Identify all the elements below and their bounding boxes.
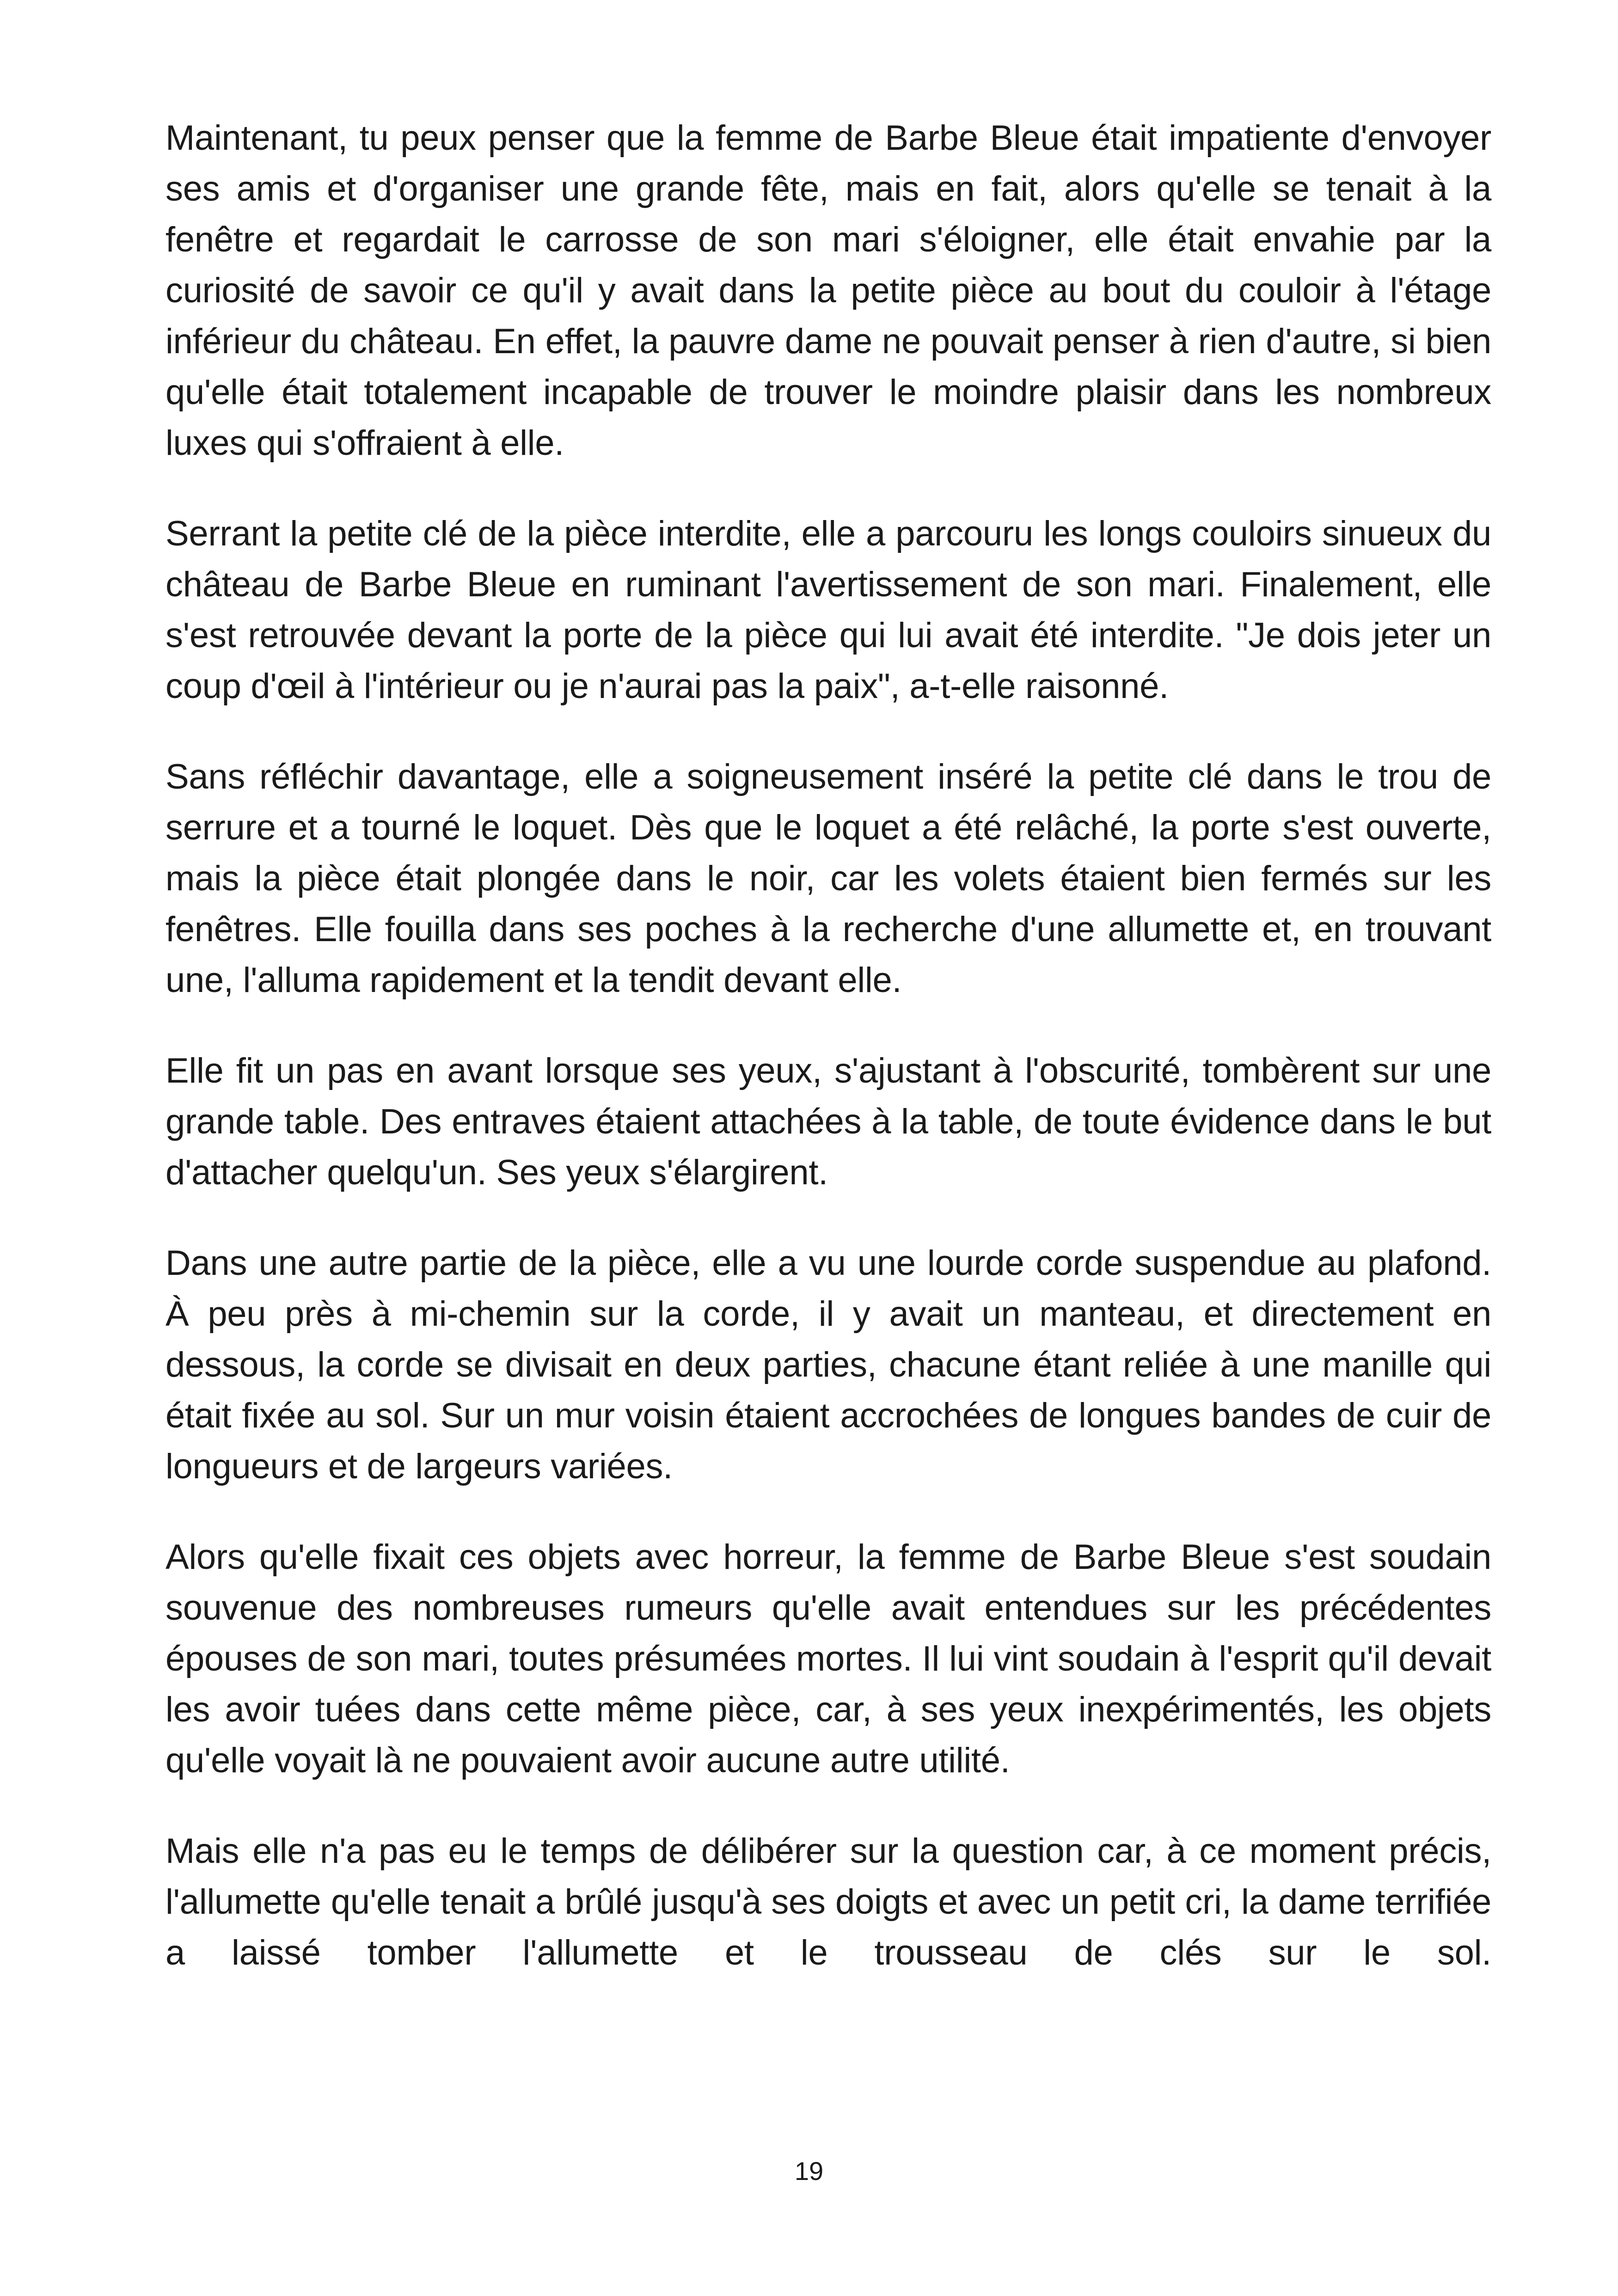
paragraph-4: Elle fit un pas en avant lorsque ses yeux, s'ajustant à l'obscurité, tombèrent sur une grande table. Des entraves étaient attachées à la table, de toute évidence dans le but d'attacher quelqu'un. Ses yeux s'élargirent. xyxy=(165,1051,1491,1192)
paragraph-1: Maintenant, tu peux penser que la femme de Barbe Bleue était impatiente d'envoyer ses amis et d'organiser une grande fête, mais en fait, alors qu'elle se tenait à la fenêtre et regardait le carrosse de son mari s'éloigner, elle était envahie par la curiosité de savoir ce qu'il y avait dans la petite pièce au bout du couloir à l'étage inférieur du château. En effet, la pauvre dame ne pouvait penser à rien d'autre, si bien qu'elle était totalement incapable de trouver le moindre plaisir dans les nombreux luxes qui s'offraient à elle. xyxy=(165,118,1491,463)
body-text xyxy=(165,113,1491,1978)
paragraph-6: Alors qu'elle fixait ces objets avec horreur, la femme de Barbe Bleue s'est soudain souvenue des nombreuses rumeurs qu'elle avait entendues sur les précédentes épouses de son mari, toutes présumées mortes. Il lui vint soudain à l'esprit qu'il devait les avoir tuées dans cette même pièce, car, à ses yeux inexpérimentés, les objets qu'elle voyait là ne pouvaient avoir aucune autre utilité. xyxy=(165,1537,1491,1780)
paragraph-3: Sans réfléchir davantage, elle a soigneusement inséré la petite clé dans le trou de serrure et a tourné le loquet. Dès que le loquet a été relâché, la porte s'est ouverte, mais la pièce était plongée dans le noir, car les volets étaient bien fermés sur les fenêtres. Elle fouilla dans ses poches à la recherche d'une allumette et, en trouvant une, l'alluma rapidement et la tendit devant elle. xyxy=(165,757,1491,1000)
paragraph-2: Serrant la petite clé de la pièce interdite, elle a parcouru les longs couloirs sinueux du château de Barbe Bleue en ruminant l'avertissement de son mari. Finalement, elle s'est retrouvée devant la porte de la pièce qui lui avait été interdite. "Je dois jeter un coup d'œil à l'intérieur ou je n'aurai pas la paix", a-t-elle raisonné. xyxy=(165,514,1491,706)
paragraph-7: Mais elle n'a pas eu le temps de délibérer sur la question car, à ce moment précis, l'allumette qu'elle tenait a brûlé jusqu'à ses doigts et avec un petit cri, la dame terrifiée a laissé tomber l'allumette et le trousseau de clés sur le sol. xyxy=(165,1831,1491,1972)
paragraph-5: Dans une autre partie de la pièce, elle a vu une lourde corde suspendue au plafond. À peu près à mi-chemin sur la corde, il y avait un manteau, et directement en dessous, la corde se divisait en deux parties, chacune étant reliée à une manille qui était fixée au sol. Sur un mur voisin étaient accrochées de longues bandes de cuir de longueurs et de largeurs variées. xyxy=(165,1243,1491,1486)
page-number: 19 xyxy=(794,2156,824,2186)
